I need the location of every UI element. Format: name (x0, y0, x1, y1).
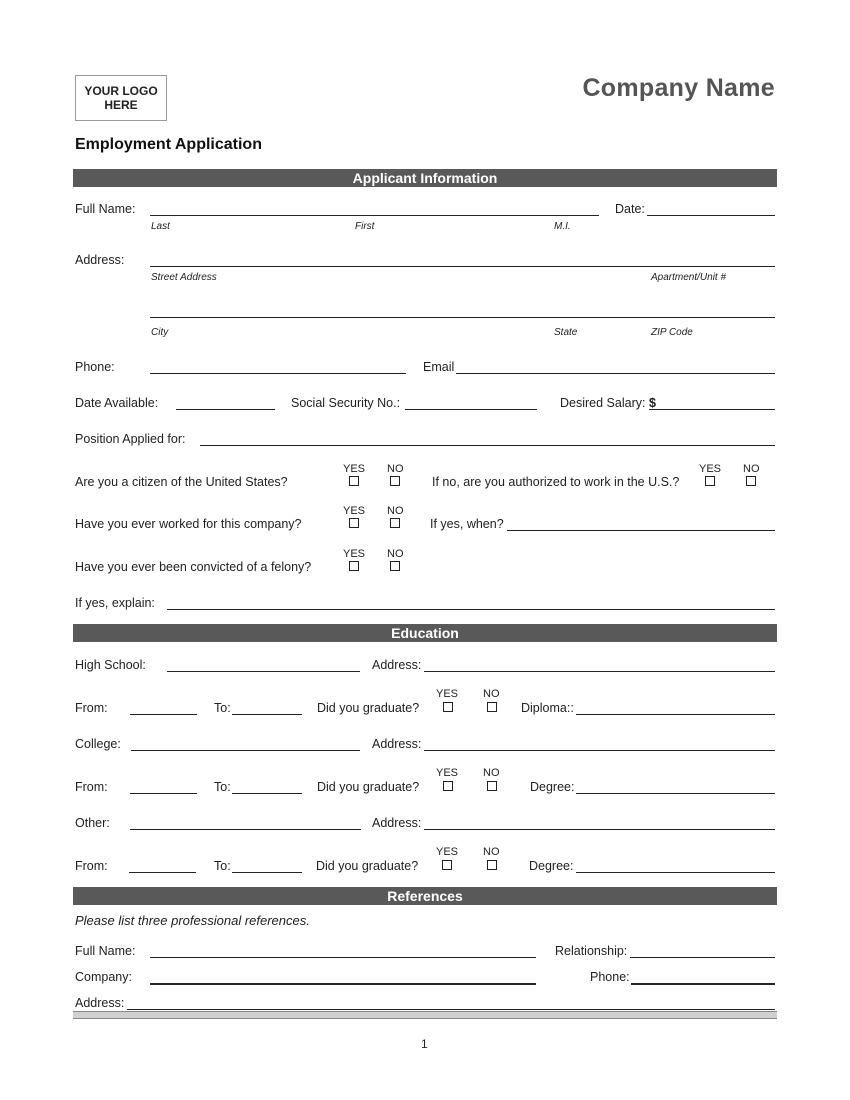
hs-graduate-yes-label: YES (436, 688, 459, 700)
authorized-yes-checkbox[interactable] (705, 476, 715, 486)
college-graduate-yes-label: YES (436, 767, 459, 779)
company-name: Company Name (582, 74, 775, 102)
college-graduate-no-checkbox[interactable] (487, 781, 497, 791)
reference-full-name-field[interactable] (150, 957, 536, 958)
other-label: Other: (75, 816, 110, 830)
date-field[interactable] (647, 215, 775, 216)
table-bottom-rule (73, 1011, 777, 1019)
last-name-caption: Last (151, 221, 170, 232)
date-label: Date: (615, 202, 645, 216)
references-instruction: Please list three professional references. (75, 913, 310, 928)
salary-dollar-sign: $ (649, 396, 656, 410)
hs-from-label: From: (75, 701, 108, 715)
citizen-no-checkbox[interactable] (390, 476, 400, 486)
hs-graduate-yes-checkbox[interactable] (443, 702, 453, 712)
other-graduate-no-label: NO (483, 846, 500, 858)
other-to-label: To: (214, 859, 231, 873)
hs-graduate-question: Did you graduate? (317, 701, 420, 715)
hs-graduate-no-checkbox[interactable] (487, 702, 497, 712)
date-available-label: Date Available: (75, 396, 159, 410)
city-caption: City (151, 327, 169, 338)
email-field[interactable] (456, 373, 775, 374)
other-graduate-no-checkbox[interactable] (487, 860, 497, 870)
reference-phone-label: Phone: (590, 970, 630, 984)
other-from-field[interactable] (129, 872, 196, 873)
section-header-education: Education (73, 624, 777, 642)
reference-relationship-label: Relationship: (555, 944, 628, 958)
diploma-label: Diploma:: (521, 701, 574, 715)
authorized-yes-label: YES (699, 463, 722, 475)
if-yes-when-label: If yes, when? (430, 517, 504, 531)
worked-no-label: NO (387, 505, 404, 517)
reference-address-field[interactable] (127, 1009, 775, 1010)
full-name-label: Full Name: (75, 202, 136, 216)
citizen-yes-checkbox[interactable] (349, 476, 359, 486)
felony-question: Have you ever been convicted of a felony? (75, 560, 312, 574)
street-address-field[interactable] (150, 266, 775, 267)
college-from-field[interactable] (130, 793, 197, 794)
reference-full-name-label: Full Name: (75, 944, 136, 958)
full-name-field[interactable] (150, 215, 599, 216)
worked-question: Have you ever worked for this company? (75, 517, 302, 531)
college-graduate-yes-checkbox[interactable] (443, 781, 453, 791)
worked-yes-checkbox[interactable] (349, 518, 359, 528)
desired-salary-field[interactable] (649, 409, 775, 410)
high-school-address-field[interactable] (424, 671, 775, 672)
hs-graduate-no-label: NO (483, 688, 500, 700)
authorized-no-label: NO (743, 463, 760, 475)
college-to-field[interactable] (232, 793, 302, 794)
authorized-question: If no, are you authorized to work in the U.S.? (432, 475, 680, 489)
reference-company-field[interactable] (150, 983, 536, 985)
high-school-label: High School: (75, 658, 146, 672)
reference-relationship-field[interactable] (630, 957, 775, 958)
felony-yes-label: YES (343, 548, 366, 560)
logo-line-1: YOUR LOGO (84, 84, 158, 98)
college-graduate-question: Did you graduate? (317, 780, 420, 794)
reference-address-label: Address: (75, 996, 125, 1010)
other-from-label: From: (75, 859, 108, 873)
high-school-address-label: Address: (372, 658, 422, 672)
other-field[interactable] (130, 829, 361, 830)
high-school-field[interactable] (167, 671, 360, 672)
other-graduate-yes-label: YES (436, 846, 459, 858)
felony-no-label: NO (387, 548, 404, 560)
if-yes-explain-field[interactable] (167, 609, 775, 610)
other-address-field[interactable] (424, 829, 775, 830)
college-to-label: To: (214, 780, 231, 794)
zip-code-caption: ZIP Code (651, 327, 693, 338)
citizen-yes-label: YES (343, 463, 366, 475)
other-graduate-yes-checkbox[interactable] (442, 860, 452, 870)
other-address-label: Address: (372, 816, 422, 830)
logo-placeholder (75, 75, 167, 121)
other-degree-label: Degree: (529, 859, 574, 873)
college-from-label: From: (75, 780, 108, 794)
phone-field[interactable] (150, 373, 406, 374)
authorized-no-checkbox[interactable] (746, 476, 756, 486)
other-degree-field[interactable] (576, 872, 775, 873)
email-label: Email (423, 360, 455, 374)
other-graduate-question: Did you graduate? (316, 859, 419, 873)
apartment-unit-caption: Apartment/Unit # (651, 272, 727, 283)
hs-to-label: To: (214, 701, 231, 715)
section-header-references: References (73, 887, 777, 905)
phone-label: Phone: (75, 360, 115, 374)
date-available-field[interactable] (176, 409, 275, 410)
state-caption: State (554, 327, 578, 338)
street-address-caption: Street Address (151, 272, 217, 283)
city-state-zip-field[interactable] (150, 317, 775, 318)
felony-no-checkbox[interactable] (390, 561, 400, 571)
college-address-field[interactable] (424, 750, 775, 751)
other-to-field[interactable] (232, 872, 302, 873)
college-label: College: (75, 737, 121, 751)
worked-no-checkbox[interactable] (390, 518, 400, 528)
reference-company-label: Company: (75, 970, 132, 984)
position-field[interactable] (200, 445, 775, 446)
college-address-label: Address: (372, 737, 422, 751)
if-yes-explain-label: If yes, explain: (75, 596, 155, 610)
ssn-field[interactable] (405, 409, 537, 410)
desired-salary-label: Desired Salary: (560, 396, 646, 410)
logo-line-2: HERE (104, 98, 138, 112)
position-label: Position Applied for: (75, 432, 186, 446)
address-label: Address: (75, 253, 125, 267)
if-yes-when-field[interactable] (507, 530, 775, 531)
middle-initial-caption: M.I. (554, 221, 571, 232)
college-degree-field[interactable] (576, 793, 775, 794)
college-field[interactable] (131, 750, 360, 751)
college-graduate-no-label: NO (483, 767, 500, 779)
citizen-question: Are you a citizen of the United States? (75, 475, 288, 489)
worked-yes-label: YES (343, 505, 366, 517)
ssn-label: Social Security No.: (291, 396, 401, 410)
first-name-caption: First (355, 221, 375, 232)
document-title: Employment Application (75, 136, 262, 153)
college-degree-label: Degree: (530, 780, 575, 794)
reference-phone-field[interactable] (631, 983, 775, 985)
hs-to-field[interactable] (232, 714, 302, 715)
felony-yes-checkbox[interactable] (349, 561, 359, 571)
section-header-applicant: Applicant Information (73, 169, 777, 187)
page-number: 1 (421, 1037, 428, 1051)
hs-from-field[interactable] (130, 714, 197, 715)
citizen-no-label: NO (387, 463, 404, 475)
diploma-field[interactable] (576, 714, 775, 715)
